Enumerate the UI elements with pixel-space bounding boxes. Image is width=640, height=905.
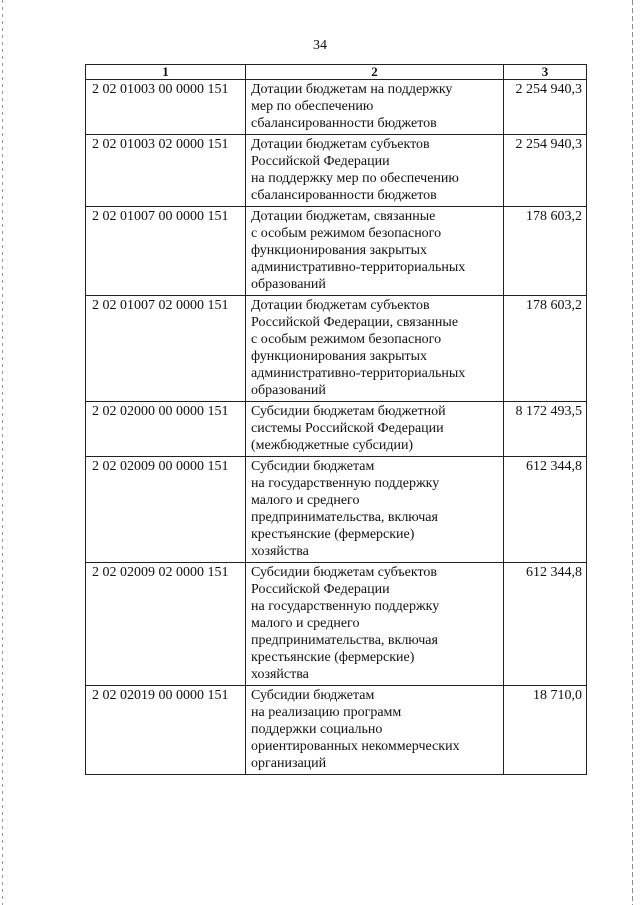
income-name-line: образований	[251, 277, 326, 292]
column-header-name: 2	[246, 65, 504, 80]
income-name-line: Субсидии бюджетам субъектов	[251, 565, 438, 580]
income-name-line: Дотации бюджетам субъектов	[251, 137, 430, 152]
income-name-line: Субсидии бюджетам	[251, 459, 375, 474]
income-name-cell	[246, 80, 504, 135]
income-name-cell	[246, 135, 504, 207]
income-name-line: Дотации бюджетам субъектов	[251, 298, 430, 313]
table-row	[86, 686, 587, 775]
income-name-line: на государственную поддержку	[251, 476, 440, 491]
column-header-code: 1	[86, 65, 246, 80]
income-name-line: Дотации бюджетам на поддержку	[251, 82, 453, 97]
income-name-cell	[246, 686, 504, 775]
income-name-line: Дотации бюджетам, связанные	[251, 209, 436, 224]
table-row	[86, 402, 587, 457]
income-name-line: поддержки социально	[251, 722, 383, 737]
income-name-line: организаций	[251, 756, 327, 771]
column-header-amount: 3	[504, 65, 587, 80]
budget-table	[85, 64, 587, 775]
income-name-line: образований	[251, 383, 326, 398]
income-name-line: (межбюджетные субсидии)	[251, 438, 414, 453]
income-name-line: с особым режимом безопасного	[251, 226, 442, 241]
table-body	[86, 80, 587, 775]
income-name-line: сбалансированности бюджетов	[251, 188, 437, 203]
amount-cell: 612 344,8	[504, 457, 587, 563]
amount-cell: 18 710,0	[504, 686, 587, 775]
budget-code-cell: 2 02 02009 02 0000 151	[86, 563, 246, 686]
income-name-line: Российской Федерации, связанные	[251, 315, 459, 330]
income-name-cell	[246, 402, 504, 457]
income-name-line: Российской Федерации	[251, 582, 390, 597]
income-name-cell	[246, 296, 504, 402]
table-row	[86, 207, 587, 296]
income-name-line: административно-территориальных	[251, 260, 466, 275]
income-name-cell	[246, 563, 504, 686]
amount-cell: 2 254 940,3	[504, 135, 587, 207]
budget-code-cell: 2 02 01003 00 0000 151	[86, 80, 246, 135]
page-number: 34	[313, 38, 327, 53]
income-name-line: функционирования закрытых	[251, 349, 428, 364]
income-name-line: хозяйства	[251, 544, 309, 559]
income-name-line: малого и среднего	[251, 493, 360, 508]
table-row	[86, 80, 587, 135]
income-name-line: административно-территориальных	[251, 366, 466, 381]
income-name-cell	[246, 207, 504, 296]
income-name-line: системы Российской Федерации	[251, 421, 444, 436]
income-name-line: функционирования закрытых	[251, 243, 428, 258]
budget-code-cell: 2 02 01007 00 0000 151	[86, 207, 246, 296]
budget-code-cell: 2 02 01007 02 0000 151	[86, 296, 246, 402]
table-row	[86, 457, 587, 563]
amount-cell: 178 603,2	[504, 296, 587, 402]
budget-code-cell: 2 02 02019 00 0000 151	[86, 686, 246, 775]
income-name-cell	[246, 457, 504, 563]
income-name-line: малого и среднего	[251, 616, 360, 631]
income-name-line: сбалансированности бюджетов	[251, 116, 437, 131]
income-name-line: крестьянские (фермерские)	[251, 650, 415, 665]
income-name-line: хозяйства	[251, 667, 309, 682]
income-name-line: на реализацию программ	[251, 705, 402, 720]
income-name-line: ориентированных некоммерческих	[251, 739, 460, 754]
amount-cell: 2 254 940,3	[504, 80, 587, 135]
income-name-line: Субсидии бюджетам бюджетной	[251, 404, 446, 419]
income-name-line: предпринимательства, включая	[251, 510, 438, 525]
scan-edge-right	[632, 0, 633, 905]
income-name-line: Субсидии бюджетам	[251, 688, 375, 703]
budget-code-cell: 2 02 02000 00 0000 151	[86, 402, 246, 457]
table-header-row	[86, 65, 587, 80]
amount-cell: 8 172 493,5	[504, 402, 587, 457]
amount-cell: 612 344,8	[504, 563, 587, 686]
income-name-line: на поддержку мер по обеспечению	[251, 171, 459, 186]
income-name-line: мер по обеспечению	[251, 99, 374, 114]
income-name-line: Российской Федерации	[251, 154, 390, 169]
budget-code-cell: 2 02 02009 00 0000 151	[86, 457, 246, 563]
scan-edge-left	[2, 0, 3, 905]
table-row	[86, 135, 587, 207]
amount-cell: 178 603,2	[504, 207, 587, 296]
income-name-line: с особым режимом безопасного	[251, 332, 442, 347]
table-row	[86, 296, 587, 402]
table-row	[86, 563, 587, 686]
income-name-line: крестьянские (фермерские)	[251, 527, 415, 542]
budget-code-cell: 2 02 01003 02 0000 151	[86, 135, 246, 207]
income-name-line: предпринимательства, включая	[251, 633, 438, 648]
income-name-line: на государственную поддержку	[251, 599, 440, 614]
